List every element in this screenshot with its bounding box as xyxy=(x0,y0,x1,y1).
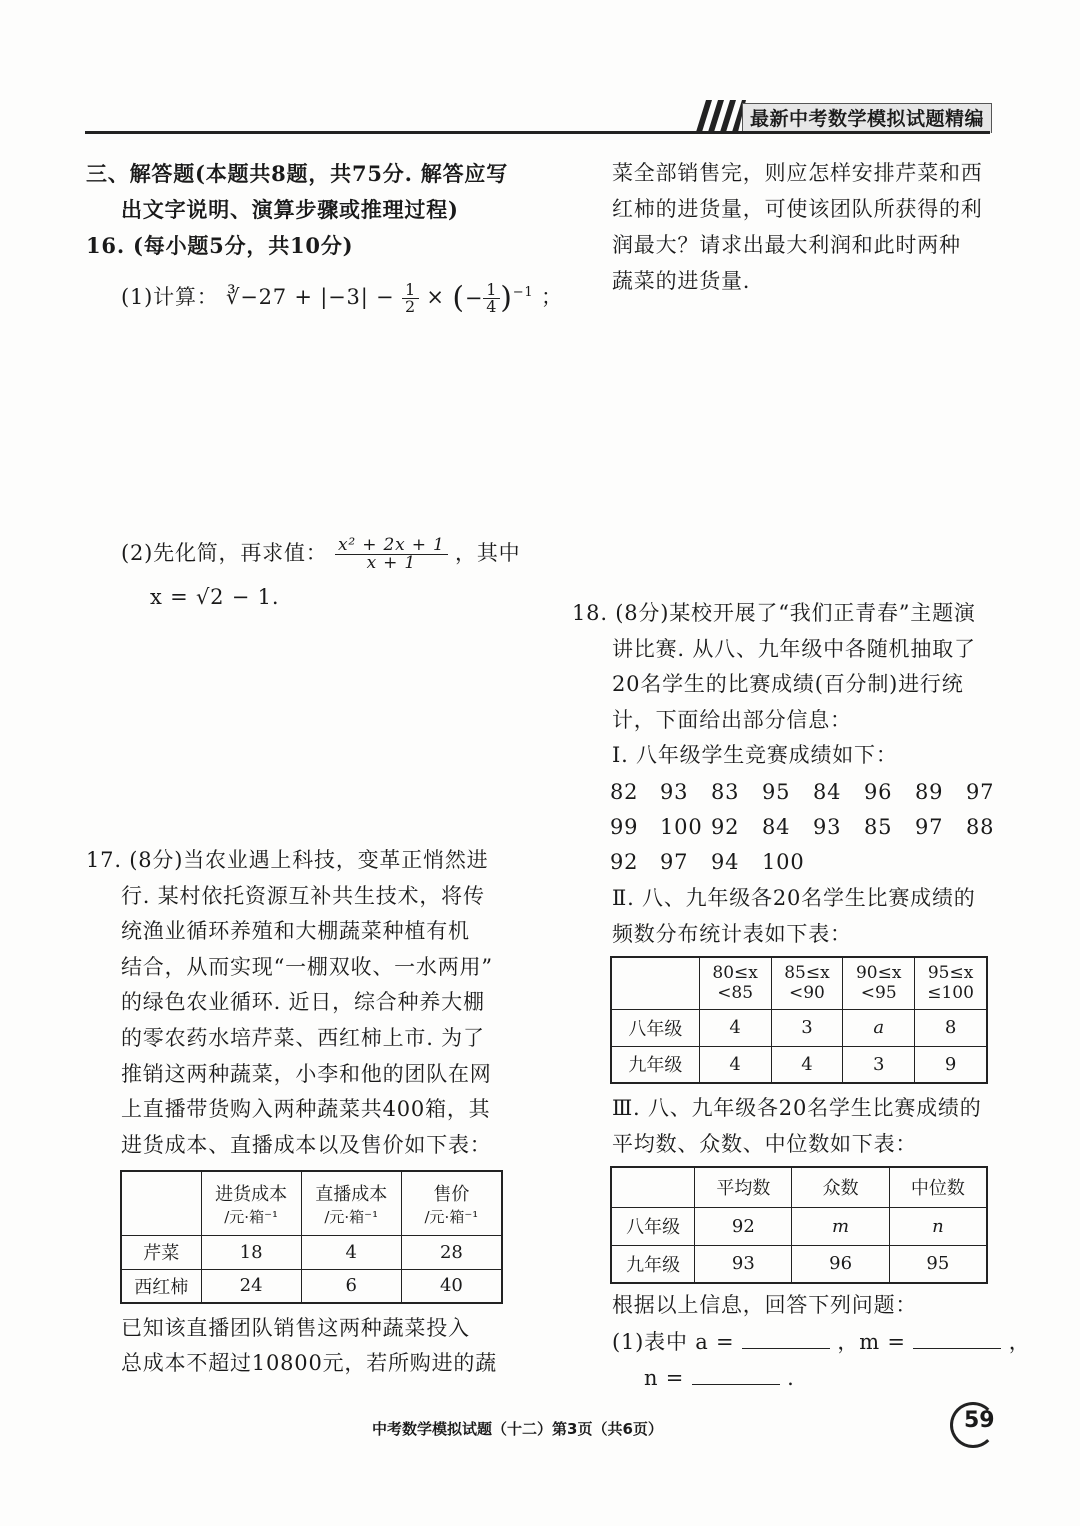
q17-lines-line: 行. 某村依托资源互补共生技术，将传 xyxy=(121,883,485,908)
q18-table1-header: 90≤x <95 xyxy=(843,957,915,1009)
q18-part1-m: ，m = xyxy=(837,1330,906,1354)
table-cell: 28 xyxy=(401,1235,502,1269)
q18-lines-line: 讲比赛. 从八、九年级中各随机抽取了 xyxy=(612,636,976,661)
q18-part1-n: n = . xyxy=(644,1366,795,1390)
score-value: 99 xyxy=(610,815,639,839)
q18-table2-corner xyxy=(611,1167,695,1207)
q18-table2-header: 中位数 xyxy=(889,1167,987,1207)
table-row xyxy=(611,1046,987,1083)
q17-lines-line: 统渔业循环养殖和大棚蔬菜种植有机 xyxy=(121,919,470,944)
table-row xyxy=(121,1235,502,1269)
table-row xyxy=(611,1009,987,1046)
q18-table2-header: 平均数 xyxy=(695,1167,792,1207)
q18-lines-line: 18. (8分)某校开展了“我们正青春”主题演 xyxy=(572,601,976,625)
score-value: 95 xyxy=(762,780,791,804)
table-row xyxy=(611,1207,987,1245)
score-value: 96 xyxy=(864,780,893,804)
table-cell: 4 xyxy=(699,1046,771,1083)
score-value: 89 xyxy=(915,780,944,804)
score-value: 100 xyxy=(762,850,805,874)
score-value: 92 xyxy=(610,850,639,874)
q17-cont-line: 菜全部销售完，则应怎样安排芹菜和西 xyxy=(612,161,983,185)
score-value: 93 xyxy=(660,780,689,804)
table-cell: 24 xyxy=(201,1269,301,1303)
table-cell: n xyxy=(889,1207,987,1245)
q17-lines-line: 17. (8分)当农业遇上科技，变革正悄然进 xyxy=(86,848,489,872)
q16-title: 16. (每小题5分，共10分) xyxy=(86,233,354,258)
table-cell: 4 xyxy=(771,1046,843,1083)
score-value: 97 xyxy=(966,780,995,804)
page-number-value: 59 xyxy=(964,1408,995,1433)
q16-exponent: −1 xyxy=(512,285,534,300)
table-cell: 3 xyxy=(843,1046,915,1083)
q16-fraction-half: $\frac{1}{2}$ xyxy=(402,282,419,315)
q18-table1-header: 80≤x <85 xyxy=(699,957,771,1009)
q17-lines-line: 的绿色农业循环. 近日，综合种养大棚 xyxy=(121,990,485,1015)
table-cell: 93 xyxy=(695,1245,792,1283)
q18-part1-n-label: n = xyxy=(644,1366,685,1390)
q17-cont-line: 红柿的进货量，可使该团队所获得的利 xyxy=(612,197,983,221)
table-cell: 8 xyxy=(915,1009,987,1046)
q17-cont-line: 润最大？请求出最大利润和此时两种 xyxy=(612,233,961,257)
page-number xyxy=(950,1402,1000,1444)
row-label: 九年级 xyxy=(611,1245,695,1283)
q17-lines-line: 上直播带货购入两种蔬菜共400箱，其 xyxy=(121,1097,491,1122)
table-cell: 95 xyxy=(889,1245,987,1283)
answer-blank-n[interactable] xyxy=(692,1384,780,1385)
q18-part1: (1)表中 a = ，m = ， xyxy=(612,1330,1031,1354)
score-value: 100 xyxy=(660,815,703,839)
table-row xyxy=(611,1245,987,1283)
q17-table-header: 售价 /元·箱⁻¹ xyxy=(401,1171,502,1235)
table-cell: 3 xyxy=(771,1009,843,1046)
q18-ask: 根据以上信息，回答下列问题： xyxy=(612,1293,918,1317)
row-label: 西红柿 xyxy=(121,1269,201,1303)
footer-text: 中考数学模拟试题（十二）第3页（共6页） xyxy=(372,1420,663,1438)
q18-table1-header: 85≤x <90 xyxy=(771,957,843,1009)
score-value: 97 xyxy=(915,815,944,839)
header-title: 最新中考数学模拟试题精编 xyxy=(750,108,985,130)
q17-table-header: 直播成本 /元·箱⁻¹ xyxy=(301,1171,401,1235)
row-label: 芹菜 xyxy=(121,1235,201,1269)
q18-info1: Ⅰ. 八年级学生竞赛成绩如下： xyxy=(612,743,898,767)
q18-info2: Ⅱ. 八、九年级各20名学生比赛成绩的 xyxy=(612,886,976,910)
score-value: 93 xyxy=(813,815,842,839)
q18-table1-corner xyxy=(611,957,699,1009)
row-label: 八年级 xyxy=(611,1009,699,1046)
header-stripes xyxy=(696,100,746,132)
q18-info3: Ⅲ. 八、九年级各20名学生比赛成绩的 xyxy=(612,1096,982,1120)
q17-lines-line: 进货成本、直播成本以及售价如下表： xyxy=(121,1132,492,1157)
q16-fraction-quarter: $\frac{1}{4}$ xyxy=(483,282,500,315)
table-cell: 96 xyxy=(792,1245,889,1283)
row-label: 九年级 xyxy=(611,1046,699,1083)
answer-blank-m[interactable] xyxy=(913,1348,1001,1349)
q17-table-header: 进货成本 /元·箱⁻¹ xyxy=(201,1171,301,1235)
section-heading: 三、解答题(本题共8题，共75分. 解答应写 xyxy=(86,161,508,186)
q17-cont-line: 蔬菜的进货量. xyxy=(612,269,751,293)
score-value: 94 xyxy=(711,850,740,874)
q17-table-corner xyxy=(121,1171,201,1235)
row-label: 八年级 xyxy=(611,1207,695,1245)
table-cell: 18 xyxy=(201,1235,301,1269)
table-cell: 4 xyxy=(301,1235,401,1269)
score-value: 85 xyxy=(864,815,893,839)
q18-part1-label: (1)表中 a = xyxy=(612,1330,735,1354)
q17-lines-line: 结合，从而实现“一棚双收、一水两用” xyxy=(121,954,493,979)
q18-frequency-table xyxy=(610,956,988,1084)
table-row xyxy=(121,1269,502,1303)
header-rule xyxy=(85,131,990,134)
table-cell: m xyxy=(792,1207,889,1245)
table-cell: 4 xyxy=(699,1009,771,1046)
score-value: 97 xyxy=(660,850,689,874)
q18-lines-line: 20名学生的比赛成绩(百分制)进行统 xyxy=(612,672,964,696)
q16-part2-fraction: $\frac{\text{x² + 2x + 1}}{x + 1}$ xyxy=(335,537,448,572)
q16-part1-label: (1)计算： xyxy=(121,285,219,309)
table-cell: 92 xyxy=(695,1207,792,1245)
q17-after-line: 总成本不超过10800元，若所购进的蔬 xyxy=(121,1351,498,1375)
table-cell: 9 xyxy=(915,1046,987,1083)
q16-part2-label: (2)先化简，再求值： xyxy=(121,541,328,565)
q16-times: × xyxy=(426,285,445,309)
q17-table xyxy=(120,1170,503,1304)
table-cell: 6 xyxy=(301,1269,401,1303)
q18-lines-line: 计，下面给出部分信息： xyxy=(612,707,852,732)
table-cell: 40 xyxy=(401,1269,502,1303)
q16-part1-expr: ∛−27 + |−3| − xyxy=(226,285,395,309)
q16-part2-value: x = √2 − 1. xyxy=(150,585,280,609)
q18-statistics-table xyxy=(610,1166,988,1284)
score-value: 92 xyxy=(711,815,740,839)
section-heading-cont: 出文字说明、演算步骤或推理过程) xyxy=(121,197,459,222)
table-cell: a xyxy=(843,1009,915,1046)
q17-lines-line: 的零农药水培芹菜、西红柿上市. 为了 xyxy=(121,1026,485,1050)
score-value: 83 xyxy=(711,780,740,804)
q16-part1: (1)计算： ∛−27 + |−3| − $\frac{1}{2}$ × (− $\frac{1}{4}$ )$^{-1}$ ； xyxy=(121,280,563,316)
q18-table1-header: 95≤x ≤100 xyxy=(915,957,987,1009)
answer-blank-a[interactable] xyxy=(742,1348,830,1349)
q16-part2: (2)先化简，再求值： $\frac{\text{x² + 2x + 1}}{x + 1}$ ，其中 xyxy=(121,535,521,573)
q18-info3-cont: 平均数、众数、中位数如下表： xyxy=(612,1132,918,1156)
score-value: 84 xyxy=(813,780,842,804)
score-value: 84 xyxy=(762,815,791,839)
score-value: 82 xyxy=(610,780,639,804)
q17-after-line: 已知该直播团队销售这两种蔬菜投入 xyxy=(121,1316,470,1340)
q17-lines-line: 推销这两种蔬菜，小李和他的团队在网 xyxy=(121,1061,492,1086)
score-value: 88 xyxy=(966,815,995,839)
q18-info2-cont: 频数分布统计表如下表： xyxy=(612,922,852,946)
q18-table2-header: 众数 xyxy=(792,1167,889,1207)
